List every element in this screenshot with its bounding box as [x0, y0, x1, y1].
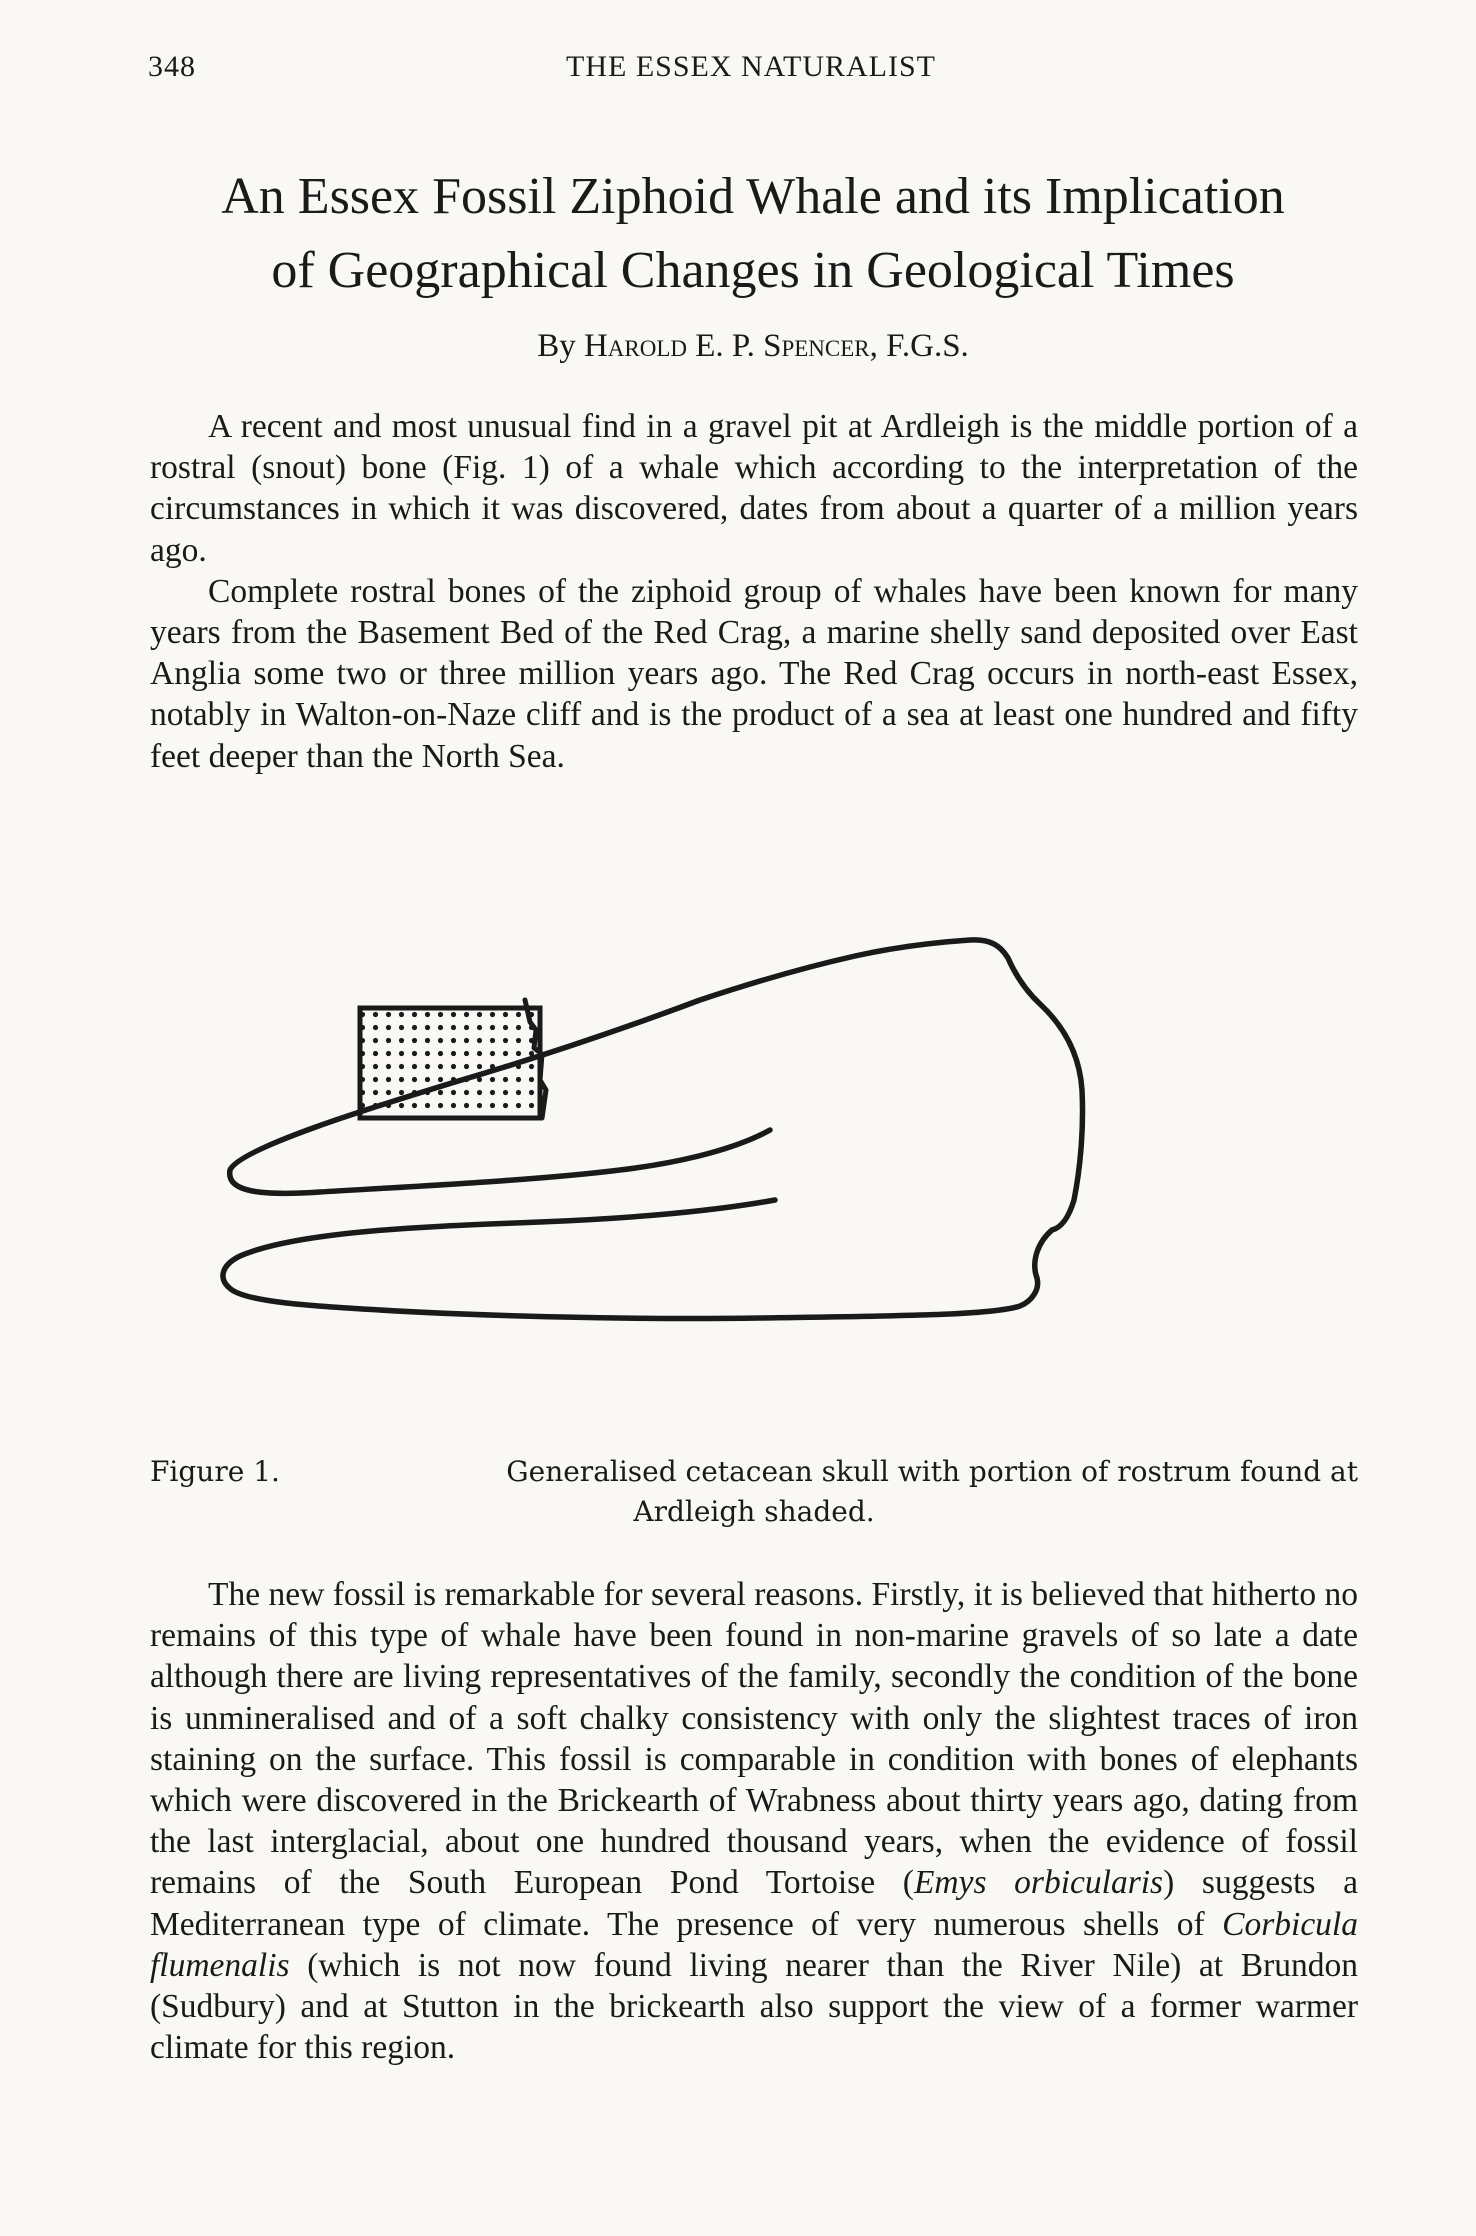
running-head	[148, 50, 1354, 90]
author-credentials: F.G.S.	[886, 328, 969, 364]
paragraph-3-part3: (which is not now found living nearer than the River Nile) at Brundon (Sudbury) and at Stutton in the brickearth also support the view of a former warmer climate for this region.	[150, 1946, 1358, 2067]
body-text-top	[150, 406, 1358, 777]
byline-prefix: By	[537, 328, 576, 364]
page-number: 348	[148, 50, 196, 83]
paragraph-2: Complete rostral bones of the ziphoid group of whales have been known for many years from the Basement Bed of the Red Crag, a marine shelly sand deposited over East Anglia some two or three million years ago. The Red Crag occurs in north-east Essex, notably in Walton-on-Naze cliff and is the product of a sea at least one hundred and fifty feet deeper than the North Sea.	[150, 572, 1358, 775]
skull-mandible-outline	[223, 1200, 1052, 1319]
body-text-bottom	[150, 1574, 1358, 2068]
species-corbicula-flumenalis: Corbicula flumenalis	[150, 1905, 1358, 1984]
paragraph-3	[150, 1574, 1358, 2068]
figure-caption-label: Figure 1.	[150, 1455, 280, 1488]
paragraph-3-part1: The new fossil is remarkable for several reasons. Firstly, it is believed that hitherto no remains of this type of whale have been found in non-marine gravels of so late a date although there are living representatives of the family, secondly the condition of the bone is unmineralised and of a soft chalky consistency with only the slightest traces of iron staining on the surface. This fossil is comparable in condition with bones of elephants which were discovered in the Brickearth of Wrabness about thirty years ago, dating from the last interglacial, about one hundred thousand years, when the evidence of fossil remains of the South European Pond Tortoise (	[150, 1576, 1358, 1902]
paragraph-1: A recent and most unusual find in a gravel pit at Ardleigh is the middle portion of a rostral (snout) bone (Fig. 1) of a whale which according to the interpretation of the circumstances in which it was discovered, dates from about a quarter of a million years ago.	[150, 408, 1358, 569]
article-title-line2: of Geographical Changes in Geological Times	[271, 242, 1235, 299]
journal-title: THE ESSEX NATURALIST	[566, 50, 936, 83]
whale-skull-figure	[200, 930, 1320, 1450]
author-name: Harold E. P. Spencer,	[583, 328, 878, 364]
figure-caption	[150, 1452, 1358, 1532]
article-title-line1: An Essex Fossil Ziphoid Whale and its Implication	[221, 168, 1285, 225]
figure-caption-text: Generalised cetacean skull with portion of rostrum found at	[506, 1455, 1358, 1488]
paragraph-3-part2: ) suggests a Mediterranean type of climate. The presence of very numerous shells of	[150, 1864, 1359, 1943]
ardleigh-rostrum-fragment-shaded	[360, 1008, 540, 1118]
article-title	[140, 160, 1366, 308]
species-emys-orbicularis: Emys orbicularis	[913, 1864, 1164, 1902]
byline	[140, 324, 1366, 368]
figure-caption-line2: Ardleigh shaded.	[633, 1495, 875, 1528]
